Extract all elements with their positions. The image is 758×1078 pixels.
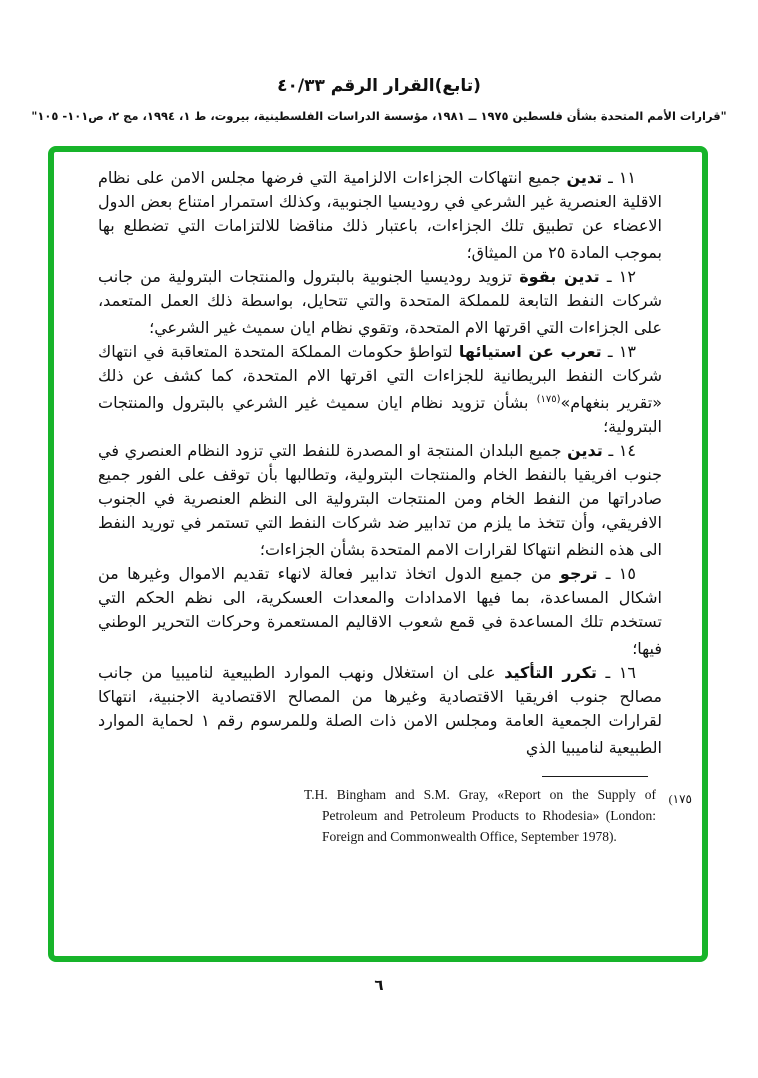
- page-number: ٦: [374, 976, 384, 994]
- paragraph-number: ١٦ ـ: [605, 663, 636, 682]
- paragraph-lead: تعرب عن استيائها: [458, 342, 602, 361]
- paragraph-text: على ان استغلال ونهب الموارد الطبيعية لناميبيا من جانب مصالح جنوب افريقيا الاقتصادية وغيرها من المصالح الاقتصادية الاجنبية، انتهاكا لقرارات الجمعية العامة ومجلس الامن ذات الصلة وللمرسوم رقم ١ لحماية الموارد الطبيعية لناميبيا الذي: [98, 663, 662, 757]
- paragraph-lead: تدين بقوة: [519, 267, 600, 286]
- paragraph-text-cont: بشأن تزويد نظام ايان سميث غير الشرعي بالبترول والمنتجات البترولية؛: [98, 393, 662, 436]
- resolution-paragraph-13: [98, 340, 662, 439]
- paragraph-number: ١٢ ـ: [606, 267, 636, 286]
- paragraph-number: ١٣ ـ: [607, 342, 636, 361]
- paragraph-number: ١١ ـ: [608, 168, 636, 187]
- paragraph-number: ١٥ ـ: [605, 564, 636, 583]
- resolution-paragraph-15: [98, 562, 662, 661]
- footnote-separator-rule: [542, 776, 648, 777]
- resolution-paragraph-11: [98, 166, 662, 265]
- resolution-paragraph-12: [98, 265, 662, 340]
- paragraph-lead: ترجو: [559, 564, 598, 583]
- paragraph-text: جميع البلدان المنتجة او المصدرة للنفط التي تزود النظام العنصري في جنوب افريقيا بالنفط الخام والمنتجات البترولية، وتطالبها بأن توقف على الفور جميع صادراتها من النفط الخام ومن المنتجات البترولية الى النظم العنصرية في الجنوب الافريقي، وأن تتخذ ما يلزم من تدابير ضد شركات النفط التي تستمر في توريد النفط الى هذه النظم انتهاكا لقرارات الامم المتحدة بشأن الجزاءات؛: [98, 441, 662, 559]
- footnote-number: (١٧٥: [668, 792, 692, 806]
- resolution-paragraph-16: [98, 661, 662, 760]
- resolution-paragraph-14: [98, 439, 662, 562]
- paragraph-lead: تدين: [566, 168, 603, 187]
- resolution-body: [54, 152, 714, 847]
- footnote-block: [304, 776, 692, 847]
- paragraph-text: جميع انتهاكات الجزاءات الالزامية التي فرضها مجلس الامن على نظام الاقلية العنصرية غير الشرعي في روديسيا الجنوبية، وكذلك استمرار امتناع بعض الدول الاعضاء عن تطبيق تلك الجزاءات، باعتبار ذلك مناقضا للالتزامات التي تضطلع بها بموجب المادة ٢٥ من الميثاق؛: [98, 168, 662, 262]
- footnote-text: T.H. Bingham and S.M. Gray, «Report on the Supply of Petroleum and Petroleum Products to Rhodesia» (London: Foreign and Commonwealth Office, September 1978).: [304, 787, 656, 844]
- page-title: (تابع)القرار الرقم ٤٠/٣٣: [277, 76, 481, 96]
- footnote-ref-marker: (١٧٥): [536, 394, 561, 405]
- citation-line: "قرارات الأمم المتحدة بشأن فلسطين ١٩٧٥ ــ ١٩٨١، مؤسسة الدراسات الفلسطينية، بيروت، ط ١، ١٩٩٤، مج ٢، ص١٠١- ١٠٥": [31, 109, 727, 123]
- paragraph-text: من جميع الدول اتخاذ تدابير فعالة لانهاء تقديم الاموال وغيرها من اشكال المساعدة، بما فيها الامدادات والمعدات العسكرية، الى نظم الحكم التي تستخدم تلك المساعدة في قمع شعوب الاقاليم المستعمرة وحركات التحرير الوطني فيها؛: [98, 564, 662, 658]
- paragraph-text: تزويد روديسيا الجنوبية بالبترول والمنتجات البترولية من جانب شركات النفط التابعة للمملكة المتحدة والتي تتحايل، بواسطة ذلك العمل المتعمد، على الجزاءات التي اقرتها الام المتحدة، وتقوي نظام ايان سميث غير الشرعي؛: [98, 267, 662, 337]
- paragraph-text: لتواطؤ حكومات المملكة المتحدة المتعاقبة في انتهاك شركات النفط البريطانية للجزاءات التي اقرتها الام المتحدة، كما كشف عن ذلك «تقرير بنغهام»: [98, 342, 662, 412]
- paragraph-lead: تكرر التأكيد: [504, 663, 597, 682]
- paragraph-lead: تدين: [567, 441, 603, 460]
- paragraph-number: ١٤ ـ: [608, 441, 636, 460]
